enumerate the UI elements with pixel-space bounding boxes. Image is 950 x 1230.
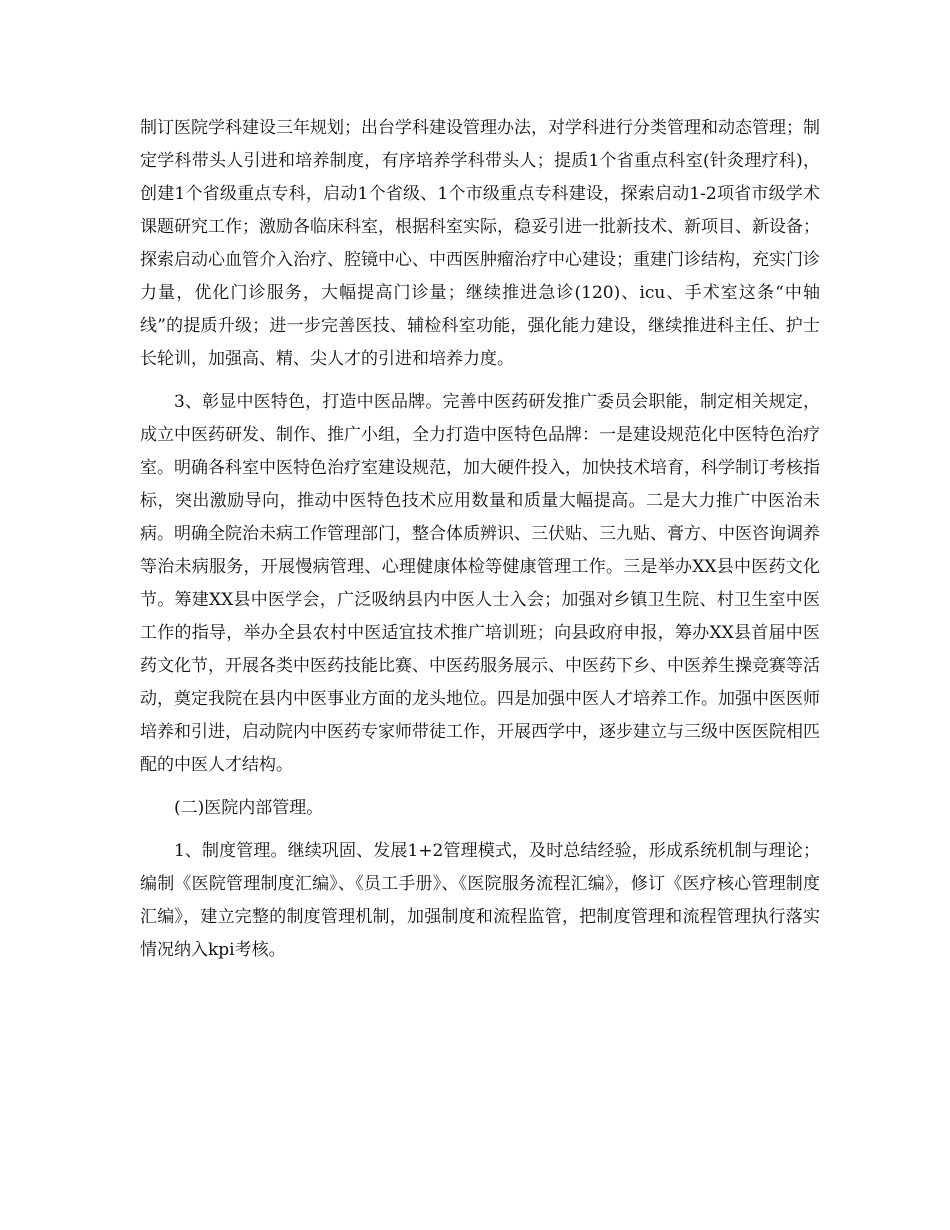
paragraph-system-management: 1、制度管理。继续巩固、发展1+2管理模式，及时总结经验，形成系统机制与理论；编制《医院管理制度汇编》、《员工手册》、《医院服务流程汇编》，修订《医疗核心管理制度汇编》，建立完整的制度管理机制，加强制度和流程监管，把制度管理和流程管理执行落实情况纳入kpi考核。 bbox=[140, 841, 820, 960]
paragraph-discipline-building: 制订医院学科建设三年规划；出台学科建设管理办法，对学科进行分类管理和动态管理；制定学科带头人引进和培养制度，有序培养学科带头人；提质1个省重点科室(针灸理疗科)，创建1个省级重点专科，启动1个省级、1个市级重点专科建设，探索启动1-2项省市级学术课题研究工作；激励各临床科室，根据科室实际，稳妥引进一批新技术、新项目、新设备；探索启动心血管介入治疗、腔镜中心、中西医肿瘤治疗中心建设；重建门诊结构，充实门诊力量，优化门诊服务，大幅提高门诊量；继续推进急诊(120)、icu、手术室这条“中轴线”的提质升级；进一步完善医技、辅检科室功能，强化能力建设，继续推进科主任、护士长轮训，加强高、精、尖人才的引进和培养力度。 bbox=[140, 118, 820, 369]
document-page bbox=[140, 112, 820, 977]
section-heading-internal-management: (二)医院内部管理。 bbox=[174, 798, 324, 818]
paragraph-tcm-features: 3、彰显中医特色，打造中医品牌。完善中医药研发推广委员会职能，制定相关规定，成立中医药研发、制作、推广小组，全力打造中医特色品牌：一是建设规范化中医特色治疗室。明确各科室中医特色治疗室建设规范，加大硬件投入，加快技术培育，科学制订考核指标，突出激励导向，推动中医特色技术应用数量和质量大幅提高。二是大力推广中医治未病。明确全院治未病工作管理部门，整合体质辨识、三伏贴、三九贴、膏方、中医咨询调养等治未病服务，开展慢病管理、心理健康体检等健康管理工作。三是举办XX县中医药文化节。筹建XX县中医学会，广泛吸纳县内中医人士入会；加强对乡镇卫生院、村卫生室中医工作的指导，举办全县农村中医适宜技术推广培训班；向县政府申报，筹办XX县首届中医药文化节，开展各类中医药技能比赛、中医药服务展示、中医药下乡、中医养生操竞赛等活动，奠定我院在县内中医事业方面的龙头地位。四是加强中医人才培养工作。加强中医医师培养和引进，启动院内中医药专家师带徒工作，开展西学中，逐步建立与三级中医医院相匹配的中医人才结构。 bbox=[140, 392, 820, 775]
